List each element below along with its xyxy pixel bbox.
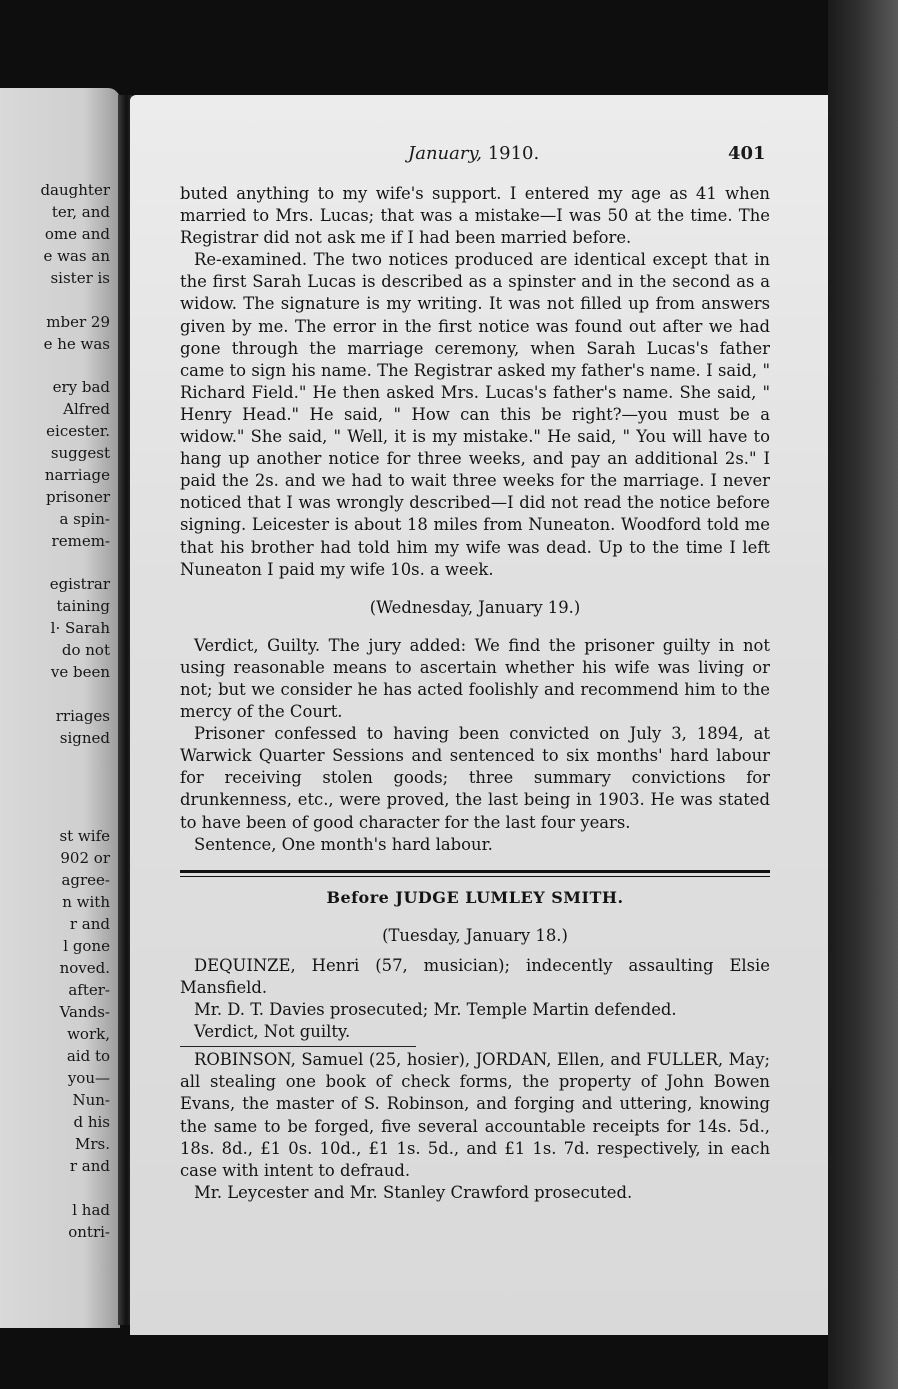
paragraph-continued: buted anything to my wife's support. I entered my age as 41 when married to Mrs. Lucas; that was a mistake—I was 50 at the time. The Registrar did not ask me if I had been married before. bbox=[180, 184, 770, 248]
left-page-text-fragment: agree- bbox=[61, 871, 110, 889]
case-robinson-counsel: Mr. Leycester and Mr. Stanley Crawford prosecuted. bbox=[194, 1182, 633, 1202]
left-page-text-fragment: l had bbox=[72, 1201, 110, 1219]
left-page-text-fragment: d his bbox=[73, 1113, 110, 1131]
left-page-text-fragment: taining bbox=[56, 597, 110, 615]
left-page-text-fragment: n with bbox=[62, 893, 110, 911]
left-page-text-fragment: mber 29 bbox=[46, 313, 110, 331]
left-page-text-fragment: e he was bbox=[43, 335, 110, 353]
left-page-text-fragment: ve been bbox=[50, 663, 110, 681]
left-page-text-fragment: you— bbox=[67, 1069, 110, 1087]
left-page-text-fragment: st wife bbox=[59, 827, 110, 845]
left-page-text-fragment: r and bbox=[69, 1157, 110, 1175]
right-page bbox=[130, 95, 828, 1335]
left-page-text-fragment: ery bad bbox=[52, 378, 110, 396]
date-heading-wednesday: (Wednesday, January 19.) bbox=[369, 597, 581, 617]
running-title: January, 1910. bbox=[408, 143, 540, 164]
left-page-text-fragment: Vands- bbox=[59, 1003, 110, 1021]
case-divider bbox=[180, 1046, 416, 1047]
paragraph-reexamined: Re-examined. The two notices produced are identical except that in the first Sarah Lucas is described as a spinster and in the second as a widow. The signature is my writing. It was not filled up from answers given by me. The error in the first notice was found out after we had gone through the marriage ceremony, when Sarah Lucas's father came to sign his name. The Registrar asked my father's name. I said, " Richard Field." He then asked Mrs. Lucas's father's name. She said, " Henry Head." He said, " How can this be right?—you must be a widow." She said, " Well, it is my mistake." He said, " You will have to hang up another notice for three weeks, and pay an additional 2s." I paid the 2s. and we had to wait three weeks for the marriage. I never noticed that I was wrongly described—I did not read the notice before signing. Leicester is about 18 miles from Nuneaton. Woodford told me that his brother had told him my wife was dead. Up to the time I left Nuneaton I paid my wife 10s. a week. bbox=[180, 250, 770, 579]
left-page-text-fragment: egistrar bbox=[49, 575, 110, 593]
left-page-text-fragment: sister is bbox=[50, 269, 110, 287]
case-robinson: ROBINSON, Samuel (25, hosier), JORDAN, Ellen, and FULLER, May; all stealing one book of check forms, the property of John Bowen Evans, the master of S. Robinson, and forging and uttering, knowing the same to be forged, five several accountable receipts for 14s. 5d., 18s. 8d., £1 0s. 10d., £1 1s. 5d., and £1 1s. 7d. respectively, in each case with intent to defraud. bbox=[180, 1050, 770, 1180]
page-header bbox=[130, 143, 828, 167]
page-number: 401 bbox=[728, 143, 766, 164]
case-dequinze: DEQUINZE, Henri (57, musician); indecently assaulting Elsie Mansfield. bbox=[180, 955, 770, 997]
left-page-text-fragment: work, bbox=[67, 1025, 110, 1043]
left-page-text-fragment: Mrs. bbox=[75, 1135, 110, 1153]
left-page-text-fragment: Nun- bbox=[72, 1091, 110, 1109]
left-page-text-fragment: 902 or bbox=[60, 849, 110, 867]
dark-background-edge bbox=[828, 0, 898, 1389]
section-divider bbox=[180, 870, 770, 877]
left-page-text-fragment: after- bbox=[68, 981, 110, 999]
left-page-text-fragment: e was an bbox=[43, 247, 110, 265]
left-page-text-fragment: aid to bbox=[66, 1047, 110, 1065]
left-page-text-fragment: suggest bbox=[50, 444, 110, 462]
paragraph-previous-convictions: Prisoner confessed to having been convicted on July 3, 1894, at Warwick Quarter Sessions and sentenced to six months' hard labour for receiving stolen goods; three summary convictions for drunkenness, etc., were proved, the last being in 1903. He was stated to have been of good character for the last four years. bbox=[180, 724, 770, 832]
left-page-text-fragment: ter, and bbox=[51, 203, 110, 221]
left-page-text-fragment: a spin- bbox=[59, 510, 110, 528]
judge-heading: Before JUDGE LUMLEY SMITH. bbox=[326, 887, 624, 907]
left-page-text-fragment: ontri- bbox=[68, 1223, 110, 1241]
date-heading-tuesday: (Tuesday, January 18.) bbox=[382, 925, 568, 945]
left-page-text-fragment: l gone bbox=[63, 937, 110, 955]
left-page-text-fragment: Alfred bbox=[63, 400, 110, 418]
left-page-text-fragment: l· Sarah bbox=[50, 619, 110, 637]
paragraph-sentence: Sentence, One month's hard labour. bbox=[194, 834, 493, 854]
left-page-text-fragment: signed bbox=[59, 729, 110, 747]
left-page bbox=[0, 88, 120, 1328]
case-dequinze-counsel: Mr. D. T. Davies prosecuted; Mr. Temple Martin defended. bbox=[194, 1000, 677, 1020]
left-page-text-fragment: r and bbox=[69, 915, 110, 933]
left-page-text-fragment: prisoner bbox=[45, 488, 110, 506]
paragraph-verdict: Verdict, Guilty. The jury added: We find the prisoner guilty in not using reasonable means to ascertain whether his wife was living or not; but we consider he has acted foolishly and recommend him to the mercy of the Court. bbox=[180, 635, 770, 722]
left-page-text-fragment: noved. bbox=[59, 959, 110, 977]
case-dequinze-verdict: Verdict, Not guilty. bbox=[194, 1022, 351, 1042]
left-page-text-fragment: rriages bbox=[55, 707, 110, 725]
page-body bbox=[180, 183, 770, 1204]
left-page-text-fragment: remem- bbox=[51, 532, 110, 550]
left-page-text-fragment: eicester. bbox=[46, 422, 110, 440]
left-page-text-fragment: ome and bbox=[44, 225, 110, 243]
left-page-text-fragment: do not bbox=[61, 641, 110, 659]
left-page-text-fragment: daughter bbox=[40, 181, 110, 199]
left-page-text-fragment: narriage bbox=[44, 466, 110, 484]
